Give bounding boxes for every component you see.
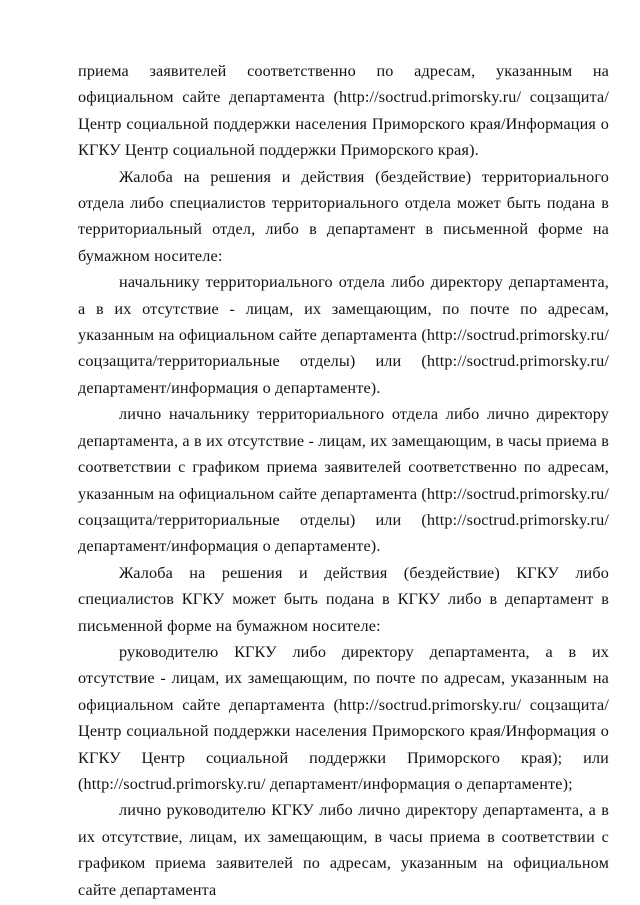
paragraph-kgku-complaint: Жалоба на решения и действия (бездействие) КГКУ либо специалистов КГКУ может быть подана в КГКУ либо в департамент в письменной форме на бумажном носителе: <box>78 563 609 635</box>
paragraph-territorial-in-person: лично начальнику территориального отдела либо лично директору департамента, а в их отсутствие - лицам, их замещающим, в часы приема в соответствии с графиком приема заявителей соответственно по адресам, указанным на официальном сайте департамента (http://soctrud.primorsky.ru/ соцзащита/территориальные отделы) или (http://soctrud.primorsky.ru/ департамент/информация о департаменте). <box>78 405 609 556</box>
document-body <box>78 58 609 903</box>
paragraph-kgku-in-person: лично руководителю КГКУ либо лично директору департамента, а в их отсутствие, лицам, их замещающим, в часы приема в соответствии с графиком приема заявителей по адресам, указанным на официальном сайте департамента <box>78 801 609 899</box>
paragraph-kgku-by-mail: руководителю КГКУ либо директору департамента, а в их отсутствие - лицам, их замещающим, по почте по адресам, указанным на официальном сайте департамента (http://soctrud.primorsky.ru/ соцзащита/Центр социальной поддержки населения Приморского края/Информация о КГКУ Центр социальной поддержки Приморского края); или (http://soctrud.primorsky.ru/ департамент/информация о департаменте); <box>78 642 609 793</box>
paragraph-territorial-by-mail: начальнику территориального отдела либо директору департамента, а в их отсутствие - лицам, их замещающим, по почте по адресам, указанным на официальном сайте департамента (http://soctrud.primorsky.ru/ соцзащита/территориальные отделы) или (http://soctrud.primorsky.ru/ департамент/информация о департаменте). <box>78 273 609 397</box>
paragraph-territorial-complaint: Жалоба на решения и действия (бездействие) территориального отдела либо специалистов территориального отдела может быть подана в территориальный отдел, либо в департамент в письменной форме на бумажном носителе: <box>78 167 609 265</box>
paragraph-continuation: приема заявителей соответственно по адресам, указанным на официальном сайте департамента (http://soctrud.primorsky.ru/ соцзащита/Центр социальной поддержки населения Приморского края/Информация о КГКУ Центр социальной поддержки Приморского края). <box>78 62 609 160</box>
